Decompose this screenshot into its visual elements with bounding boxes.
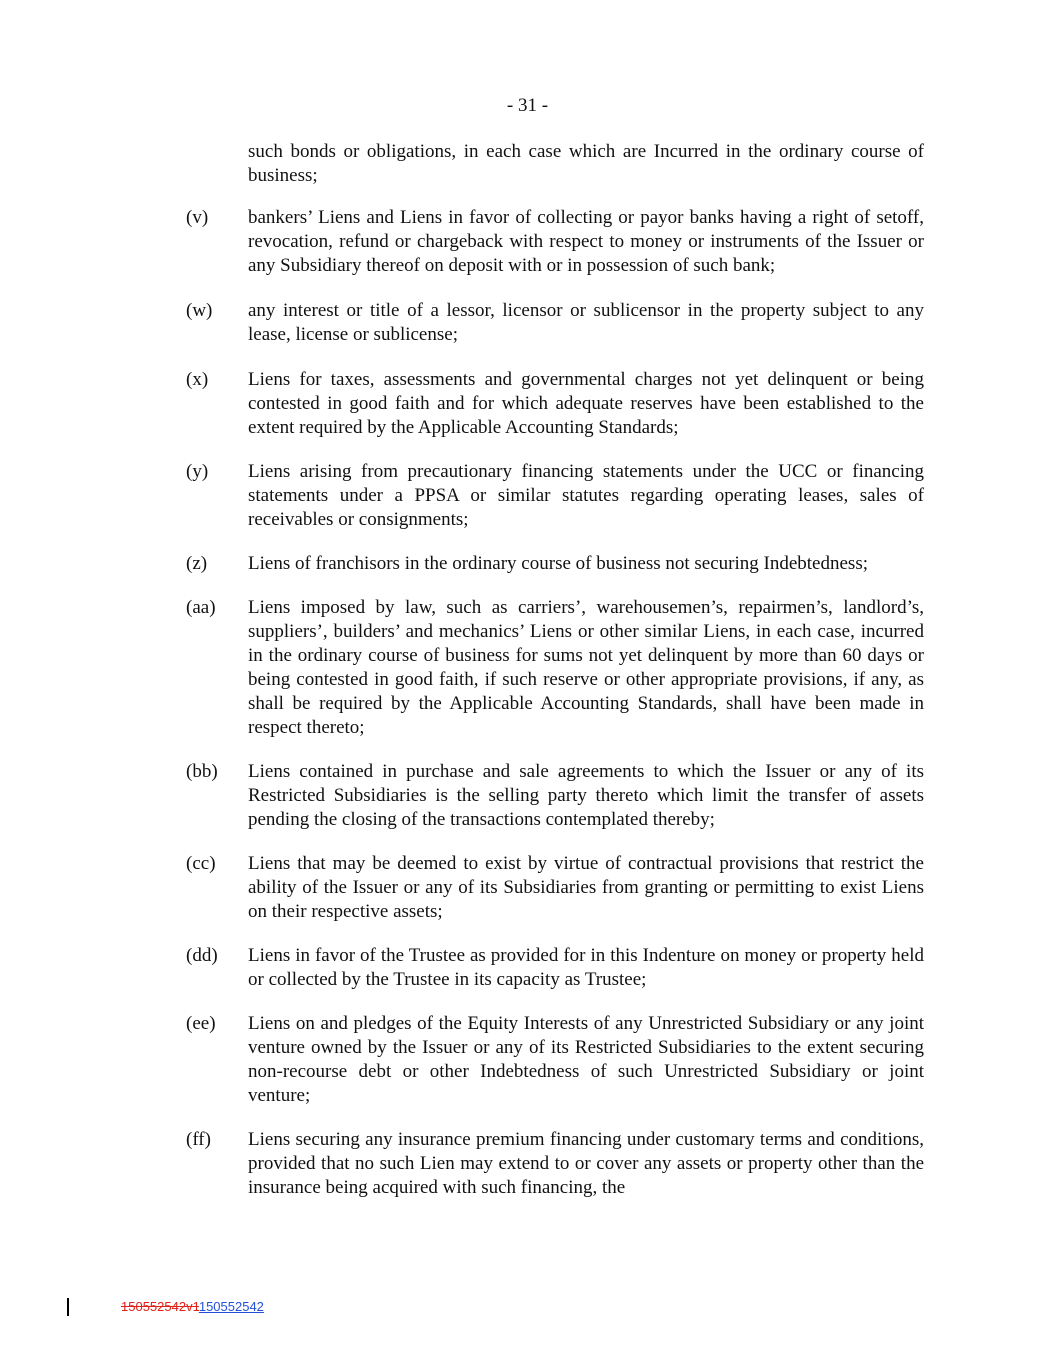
deleted-document-id: 150552542v1 bbox=[121, 1299, 199, 1314]
page-number: - 31 - bbox=[506, 95, 549, 116]
list-item-dd bbox=[186, 944, 924, 992]
list-item-label: (y) bbox=[186, 461, 209, 482]
list-item-ee bbox=[186, 1012, 924, 1108]
list-item-text: Liens that may be deemed to exist by virtue of contractual provisions that restrict the ability of the Issuer or any of its Subsidiaries from granting or permitting to exist Liens on their respective assets; bbox=[248, 853, 924, 922]
list-item-label: (cc) bbox=[186, 853, 216, 874]
inserted-document-id: 150552542 bbox=[198, 1299, 264, 1314]
list-item-label: (ee) bbox=[186, 1013, 216, 1034]
change-bar bbox=[67, 1298, 69, 1316]
list-item-aa bbox=[186, 596, 924, 740]
list-item-bb bbox=[186, 760, 924, 832]
list-item-text: Liens arising from precautionary financing statements under the UCC or financing statements under a PPSA or similar statutes regarding operating leases, sales of receivables or consignments; bbox=[248, 461, 924, 530]
list-item-label: (ff) bbox=[186, 1129, 211, 1150]
list-item-y bbox=[186, 460, 924, 532]
list-item-label: (z) bbox=[186, 553, 208, 574]
continued-paragraph: such bonds or obligations, in each case which are Incurred in the ordinary course of business; bbox=[248, 141, 924, 186]
list-item-label: (bb) bbox=[186, 761, 218, 782]
list-item-text: Liens securing any insurance premium financing under customary terms and conditions, provided that no such Lien may extend to or cover any assets or property other than the insurance being acquired with such financing, the bbox=[248, 1129, 924, 1198]
list-item-label: (v) bbox=[186, 207, 209, 228]
list-item-text: Liens for taxes, assessments and governmental charges not yet delinquent or being contested in good faith and for which adequate reserves have been established to the extent required by the Applicable Accounting Standards; bbox=[248, 369, 924, 438]
list-item-ff bbox=[186, 1128, 924, 1200]
list-item-x bbox=[186, 368, 924, 440]
list-item-text: Liens in favor of the Trustee as provided for in this Indenture on money or property held or collected by the Trustee in its capacity as Trustee; bbox=[248, 945, 924, 990]
list-item-w bbox=[186, 299, 924, 347]
list-item-cc bbox=[186, 852, 924, 924]
list-item-label: (x) bbox=[186, 369, 209, 390]
list-item-text: Liens contained in purchase and sale agreements to which the Issuer or any of its Restricted Subsidiaries is the selling party thereto which limit the transfer of assets pending the closing of the transactions contemplated thereby; bbox=[248, 761, 924, 830]
list-item-text: Liens on and pledges of the Equity Interests of any Unrestricted Subsidiary or any joint venture owned by the Issuer or any of its Restricted Subsidiaries to the extent securing non-recourse debt or other Indebtedness of such Unrestricted Subsidiary or joint venture; bbox=[248, 1013, 924, 1106]
document-id bbox=[121, 1299, 264, 1315]
list-item-label: (dd) bbox=[186, 945, 218, 966]
list-item-label: (w) bbox=[186, 300, 213, 321]
list-item-label: (aa) bbox=[186, 597, 216, 618]
list-item-v bbox=[186, 206, 924, 278]
list-item-text: Liens imposed by law, such as carriers’, warehousemen’s, repairmen’s, landlord’s, suppliers’, builders’ and mechanics’ Liens or other similar Liens, in each case, incurred in the ordinary course of business for sums not yet delinquent by more than 60 days or being contested in good faith, if such reserve or other appropriate provisions, if any, as shall be required by the Applicable Accounting Standards, shall have been made in respect thereto; bbox=[248, 597, 924, 738]
list-item-z bbox=[186, 552, 924, 576]
list-item-text: Liens of franchisors in the ordinary course of business not securing Indebtedness; bbox=[248, 553, 868, 574]
footer bbox=[0, 1297, 1055, 1319]
list-item-text: any interest or title of a lessor, licensor or sublicensor in the property subject to any lease, license or sublicense; bbox=[248, 300, 924, 345]
list-item-text: bankers’ Liens and Liens in favor of collecting or payor banks having a right of setoff, revocation, refund or chargeback with respect to money or instruments of the Issuer or any Subsidiary thereof on deposit with or in possession of such bank; bbox=[248, 207, 924, 276]
